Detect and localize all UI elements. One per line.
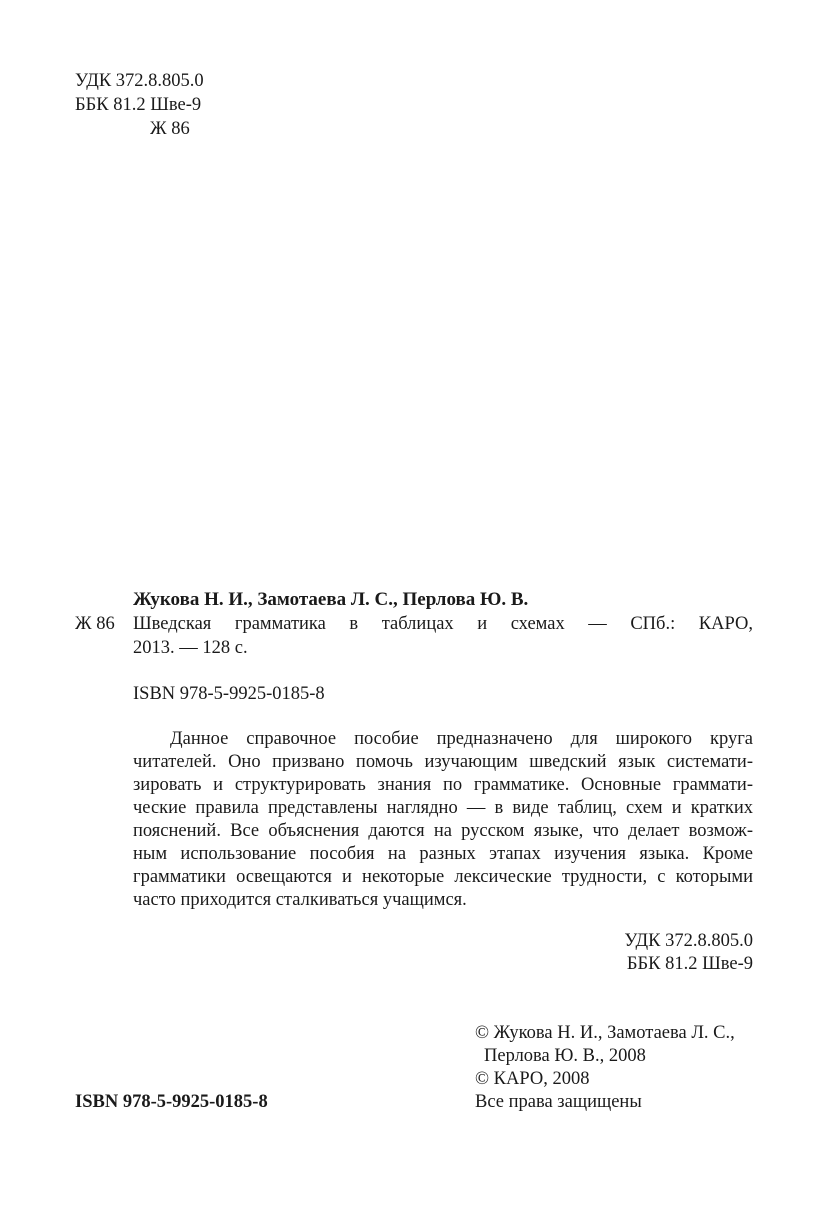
bottom-bbk-code: ББК 81.2 Шве-9 [626, 954, 753, 974]
annotation-line: ческие правила представлены наглядно — в виде таблиц, схем и кратких [133, 798, 753, 818]
copyright-line-3: © КАРО, 2008 [475, 1069, 590, 1089]
isbn-inline: ISBN 978-5-9925-0185-8 [133, 684, 325, 704]
annotation-paragraph [133, 728, 753, 912]
annotation-line: зировать и структурировать знания по грамматике. Основные граммати- [133, 775, 753, 795]
bottom-classification [533, 930, 753, 976]
bottom-udk-code: УДК 372.8.805.0 [624, 931, 753, 951]
copyright-block [475, 1022, 735, 1091]
authors-line: Жукова Н. И., Замотаева Л. С., Перлова Ю. В. [133, 589, 529, 610]
bib-title-line-1: Шведская грамматика в таблицах и схемах — СПб.: КАРО, [133, 614, 753, 634]
annotation-line: Данное справочное пособие предназначено для широкого круга [170, 729, 753, 749]
isbn-footer: ISBN 978-5-9925-0185-8 [75, 1092, 268, 1112]
copyright-line-2: Перлова Ю. В., 2008 [484, 1046, 646, 1066]
bib-author-code: Ж 86 [75, 614, 115, 634]
bib-title-line-2: 2013. — 128 с. [133, 638, 248, 658]
annotation-line: ным использование пособия на разных этапах изучения языка. Кроме [133, 844, 753, 864]
top-udk-code: УДК 372.8.805.0 [75, 71, 204, 91]
annotation-line: часто приходится сталкиваться учащимся. [133, 890, 467, 910]
rights-reserved: Все права защищены [475, 1092, 642, 1112]
annotation-line: читателей. Оно призвано помочь изучающим шведский язык системати- [133, 752, 753, 772]
copyright-line-1: © Жукова Н. И., Замотаева Л. С., [475, 1023, 735, 1043]
annotation-line: грамматики освещаются и некоторые лексические трудности, с которыми [133, 867, 753, 887]
annotation-line: пояснений. Все объяснения даются на русском языке, что делает возмож- [133, 821, 753, 841]
top-author-code: Ж 86 [150, 119, 190, 139]
top-bbk-code: ББК 81.2 Шве-9 [75, 95, 202, 115]
